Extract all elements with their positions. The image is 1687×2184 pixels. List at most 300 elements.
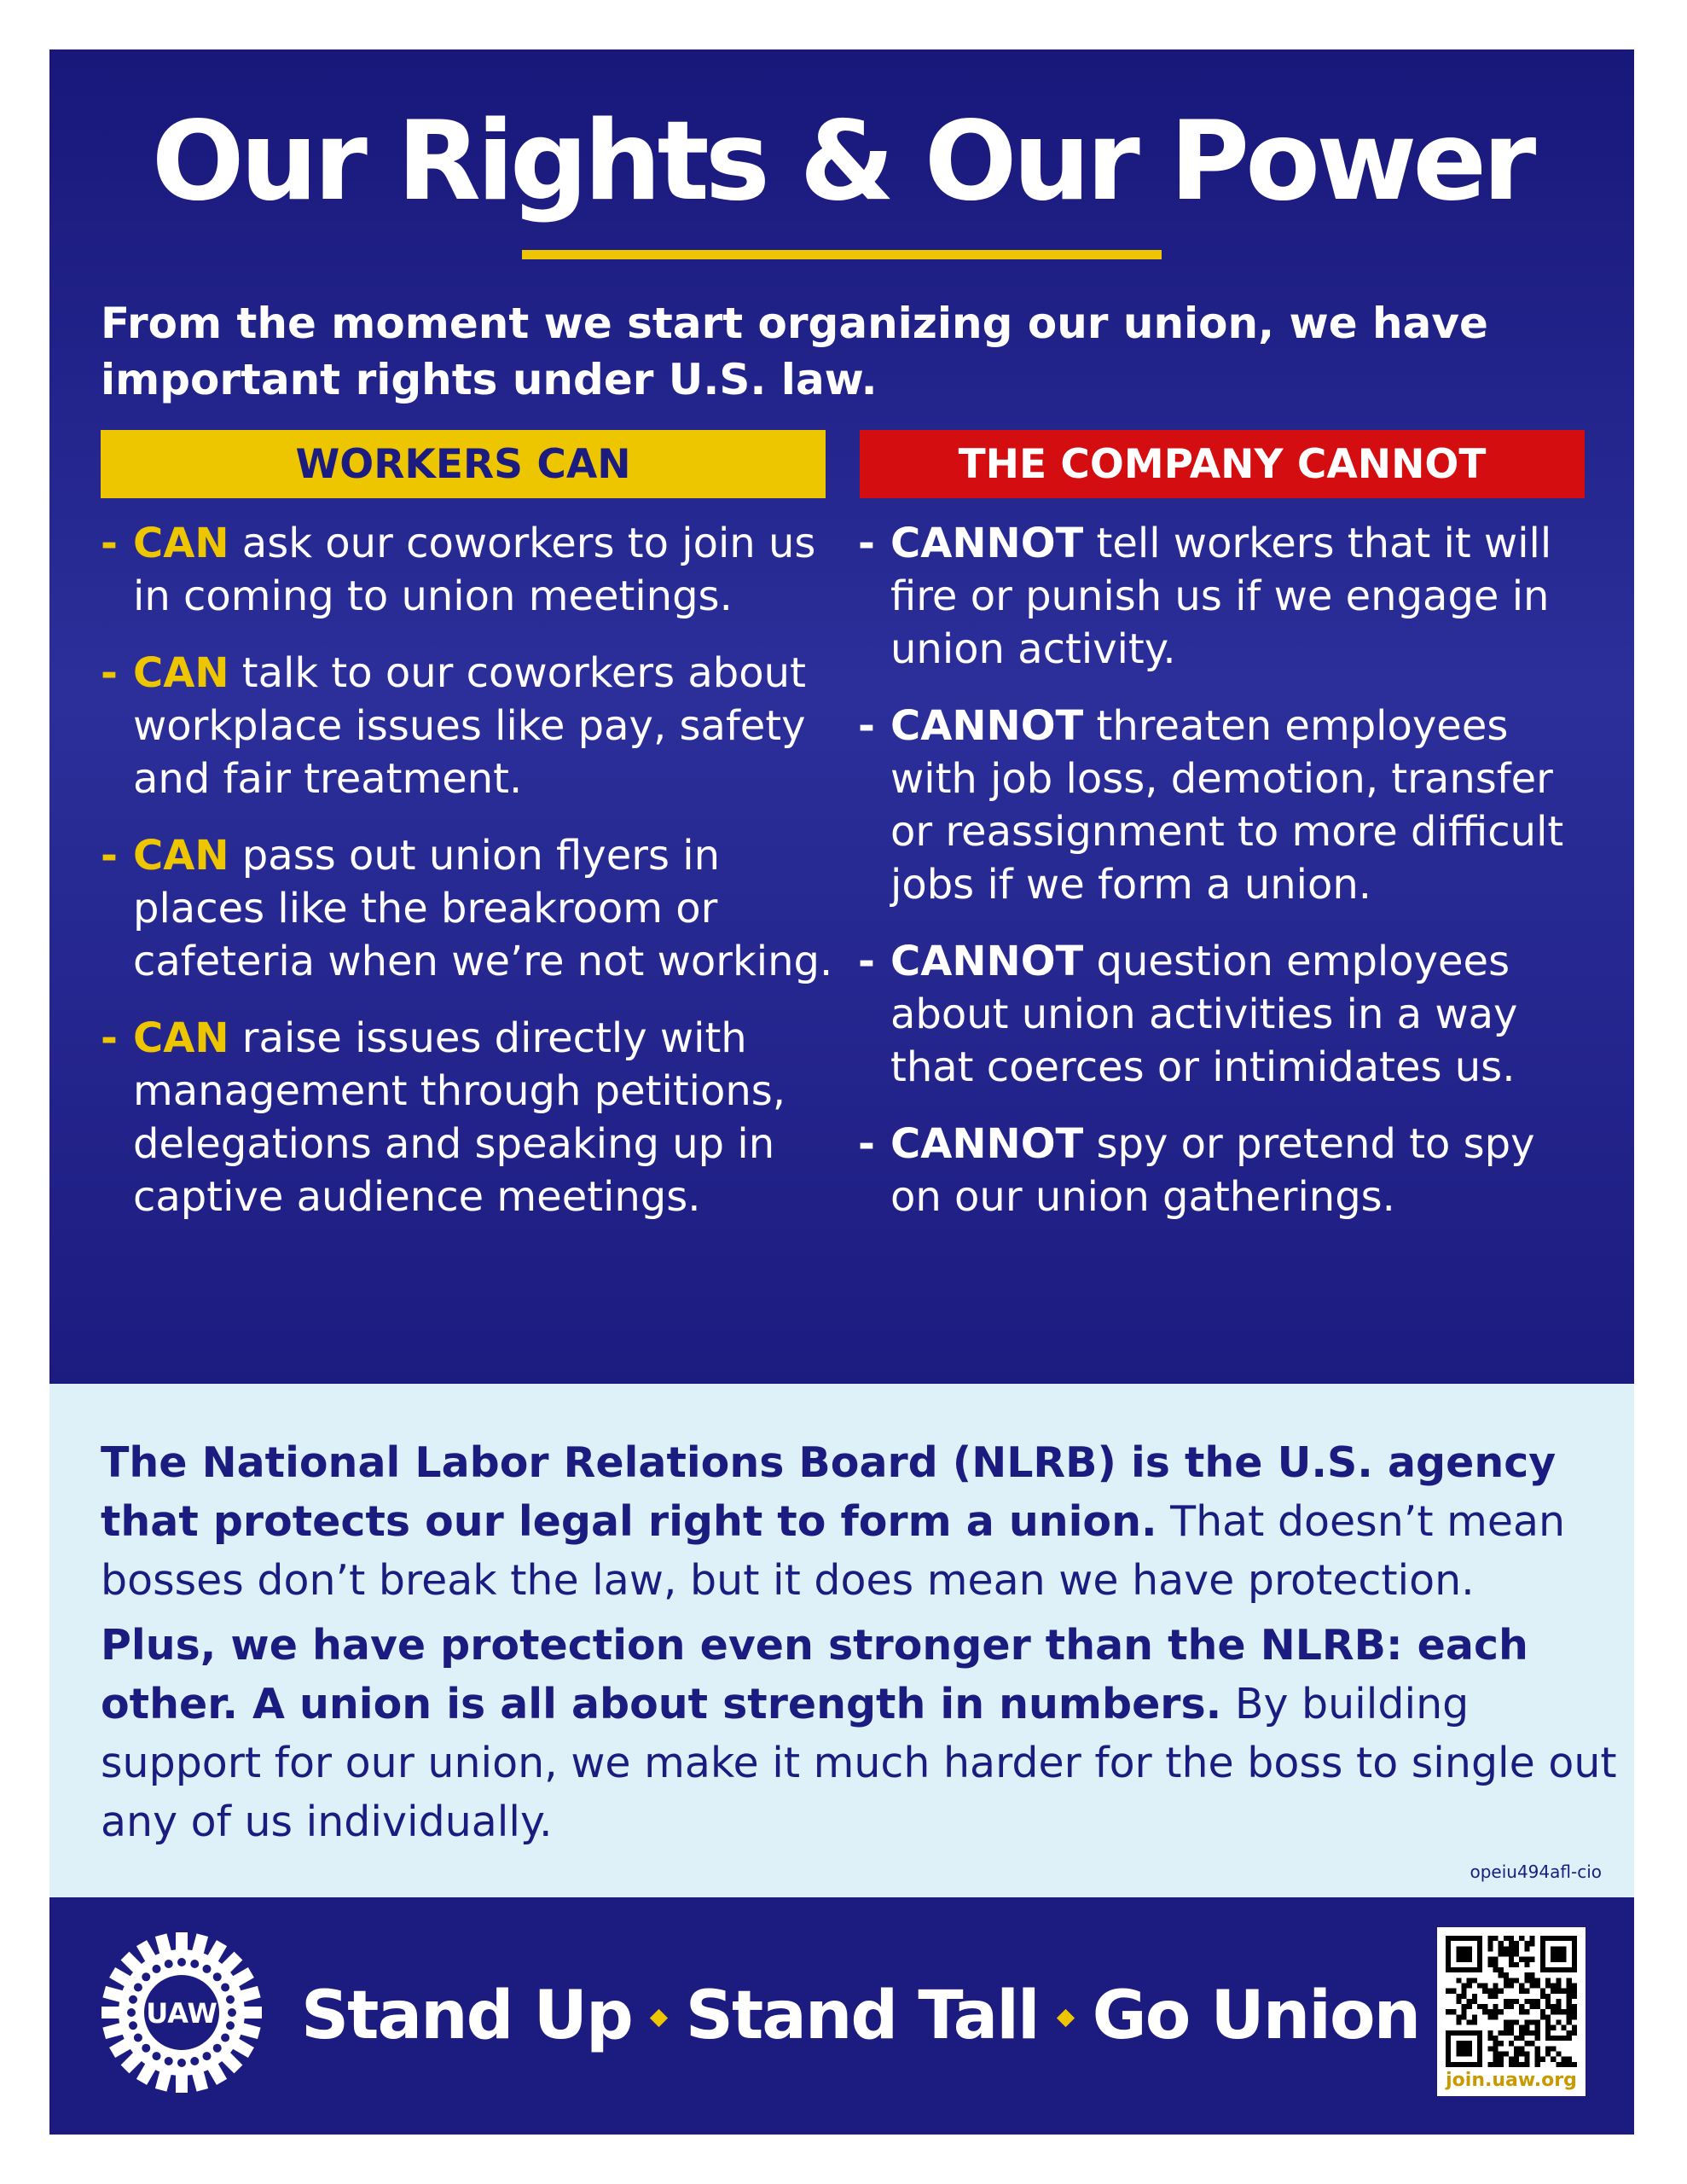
qr-module	[1487, 2030, 1493, 2036]
qr-module	[1509, 1941, 1514, 1946]
dash-marker: -	[858, 1120, 875, 1168]
qr-module	[1524, 2052, 1529, 2057]
qr-module	[1551, 2036, 1556, 2041]
item-text: ask our coworkers to join us in coming to union meetings.	[133, 520, 816, 620]
gear-dot	[221, 2034, 229, 2042]
intro-text: From the moment we start organizing our union, we have important rights under U.S. law.	[101, 299, 1488, 404]
qr-module	[1551, 2004, 1556, 2009]
gear-dot	[134, 1984, 142, 1992]
gear-dot	[134, 2034, 142, 2042]
qr-module	[1562, 2057, 1567, 2062]
qr-module	[1467, 2020, 1472, 2025]
keyword-cannot: CANNOT	[890, 520, 1084, 567]
strength-bold-text: Plus, we have protection even stronger than the NLRB: each other. A union is all about strength in numbers.	[101, 1621, 1528, 1728]
qr-module	[1556, 1999, 1561, 2004]
qr-module	[1562, 2036, 1567, 2041]
qr-module	[1551, 1983, 1556, 1988]
qr-module	[1461, 2004, 1466, 2009]
item-text: spy or pretend to spy on our union gatherings.	[890, 1120, 1535, 1221]
qr-module	[1504, 2030, 1509, 2036]
qr-module	[1504, 2052, 1509, 2057]
qr-module	[1524, 2020, 1529, 2025]
qr-module	[1530, 1936, 1535, 1941]
qr-module	[1519, 2030, 1524, 2036]
qr-module	[1556, 2020, 1561, 2025]
qr-module	[1509, 1962, 1514, 1967]
nlrb-text: That doesn’t mean bosses don’t break the law, but it does mean we have protection.	[101, 1497, 1566, 1605]
qr-module	[1456, 1994, 1461, 1999]
qr-module	[1519, 1983, 1524, 1988]
qr-module	[1551, 2057, 1556, 2062]
qr-module	[1524, 1941, 1529, 1946]
qr-module	[1562, 2025, 1567, 2030]
qr-module	[1535, 1999, 1540, 2004]
qr-module	[1519, 2046, 1524, 2051]
qr-module	[1487, 1989, 1493, 1994]
qr-module	[1504, 1946, 1509, 1951]
qr-module	[1499, 2057, 1504, 2062]
logo-text: UAW	[146, 1997, 217, 2030]
company-cannot-heading: THE COMPANY CANNOT	[860, 430, 1585, 498]
qr-module	[1472, 2014, 1477, 2019]
dash-marker: -	[858, 938, 875, 985]
qr-module	[1487, 1957, 1493, 1962]
qr-module	[1499, 2052, 1504, 2057]
item-text: question employees about union activities in a way that coerces or intimidates us.	[890, 938, 1518, 1091]
qr-module	[1519, 1989, 1524, 1994]
qr-module	[1535, 2030, 1540, 2036]
qr-module	[1567, 1983, 1572, 1988]
qr-module	[1482, 2009, 1487, 2014]
qr-module	[1519, 2025, 1524, 2030]
list-item	[101, 647, 834, 805]
qr-module	[1499, 1951, 1504, 1956]
qr-module	[1530, 2004, 1535, 2009]
qr-module	[1567, 2030, 1572, 2036]
gear-dot	[190, 2057, 199, 2065]
qr-module	[1524, 2025, 1529, 2030]
qr-code-box[interactable]	[1437, 1927, 1586, 2096]
company-cannot-list	[858, 517, 1591, 1247]
qr-module	[1572, 2004, 1577, 2009]
qr-module	[1545, 2004, 1551, 2009]
qr-module	[1545, 2020, 1551, 2025]
gear-dot	[213, 1972, 222, 1981]
uaw-logo	[96, 1927, 267, 2098]
qr-module	[1509, 2041, 1514, 2046]
list-item	[101, 829, 834, 988]
qr-module	[1509, 2025, 1514, 2030]
qr-module	[1487, 1962, 1493, 1967]
qr-module	[1530, 1957, 1535, 1962]
qr-module	[1493, 2036, 1498, 2041]
qr-module	[1567, 2062, 1572, 2067]
qr-module	[1461, 2014, 1466, 2019]
qr-module	[1572, 2009, 1577, 2014]
qr-module	[1535, 2062, 1540, 2067]
qr-module	[1535, 2036, 1540, 2041]
qr-module	[1562, 2009, 1567, 2014]
qr-module	[1556, 2004, 1561, 2009]
qr-module	[1461, 1994, 1466, 1999]
qr-module	[1493, 1983, 1498, 1988]
qr-module	[1535, 1978, 1540, 1983]
list-item	[858, 517, 1591, 676]
gear-dot	[190, 1960, 199, 1968]
item-text: talk to our coworkers about workplace issues like pay, safety and fair treatment.	[133, 649, 806, 803]
qr-module	[1556, 1989, 1561, 1994]
qr-module	[1524, 1946, 1529, 1951]
page-title: Our Rights & Our Power	[151, 98, 1533, 225]
qr-module	[1504, 1978, 1509, 1983]
item-text: raise issues directly with management through petitions, delegations and speaking up in captive audience meetings.	[133, 1014, 786, 1221]
keyword-can: CAN	[133, 520, 229, 567]
qr-module	[1509, 1936, 1514, 1941]
qr-module	[1540, 2057, 1545, 2062]
qr-module	[1530, 2020, 1535, 2025]
qr-module	[1487, 1941, 1493, 1946]
qr-module	[1461, 1983, 1466, 1988]
qr-module	[1524, 1972, 1529, 1978]
qr-module	[1487, 1946, 1493, 1951]
gear-dot	[153, 2052, 161, 2060]
qr-module	[1514, 2057, 1519, 2062]
qr-module	[1519, 2062, 1524, 2067]
qr-module	[1535, 2057, 1540, 2062]
qr-module	[1567, 1989, 1572, 1994]
item-text: pass out union flyers in places like the breakroom or cafeteria when we’re not working.	[133, 832, 833, 985]
qr-module	[1545, 1994, 1551, 1999]
gear-dot	[226, 2021, 235, 2030]
workers-can-list	[101, 517, 834, 1247]
qr-module	[1514, 1946, 1519, 1951]
qr-module	[1487, 1994, 1493, 1999]
strength-paragraph	[101, 1616, 1619, 1851]
qr-module	[1556, 1983, 1561, 1988]
qr-module	[1493, 2046, 1498, 2051]
qr-module	[1514, 1978, 1519, 1983]
qr-module	[1499, 1967, 1504, 1972]
qr-module	[1477, 1983, 1482, 1988]
dash-marker: -	[858, 520, 875, 567]
qr-module	[1477, 2004, 1482, 2009]
qr-module	[1493, 2004, 1498, 2009]
qr-module	[1499, 1972, 1504, 1978]
qr-module	[1567, 2020, 1572, 2025]
qr-module	[1514, 2062, 1519, 2067]
qr-module	[1524, 2062, 1529, 2067]
list-item	[858, 1118, 1591, 1223]
qr-module	[1509, 2030, 1514, 2036]
qr-module	[1493, 2014, 1498, 2019]
qr-module	[1451, 2009, 1456, 2014]
qr-module	[1499, 2030, 1504, 2036]
qr-module	[1519, 2052, 1524, 2057]
qr-module	[1487, 2009, 1493, 2014]
qr-module	[1545, 1983, 1551, 1988]
slogan-stand-up: Stand Up	[301, 1978, 632, 2054]
slogan-stand-tall: Stand Tall	[685, 1978, 1039, 2054]
gear-dot	[177, 2059, 186, 2067]
list-item	[858, 935, 1591, 1094]
keyword-cannot: CANNOT	[890, 1120, 1084, 1168]
qr-module	[1556, 2062, 1561, 2067]
nlrb-paragraph	[101, 1433, 1619, 1610]
qr-module	[1467, 1978, 1472, 1983]
qr-module	[1493, 1936, 1498, 1941]
qr-module	[1456, 2020, 1461, 2025]
gear-dot	[228, 2008, 236, 2017]
qr-module	[1567, 2004, 1572, 2009]
join-url[interactable]: join.uaw.org	[1446, 2070, 1577, 2091]
qr-module	[1519, 2009, 1524, 2014]
footer-banner	[49, 1897, 1634, 2135]
qr-module	[1504, 1999, 1509, 2004]
qr-module	[1514, 2052, 1519, 2057]
qr-module	[1493, 1962, 1498, 1967]
qr-module	[1519, 1936, 1524, 1941]
qr-module	[1467, 1999, 1472, 2004]
qr-module	[1545, 2036, 1551, 2041]
qr-module	[1535, 2020, 1540, 2025]
qr-module	[1567, 2057, 1572, 2062]
qr-module	[1572, 1989, 1577, 1994]
qr-module	[1493, 1967, 1498, 1972]
qr-module	[1461, 1989, 1466, 1994]
qr-module	[1487, 2046, 1493, 2051]
qr-module	[1504, 2025, 1509, 2030]
qr-module	[1540, 2009, 1545, 2014]
gear-dot	[203, 1965, 212, 1973]
gear-dot	[213, 2044, 222, 2053]
qr-module	[1556, 1978, 1561, 1983]
gear-dot	[165, 1960, 173, 1968]
qr-module	[1504, 2020, 1509, 2025]
list-item	[101, 1012, 834, 1223]
qr-module	[1519, 2036, 1524, 2041]
qr-module	[1509, 2062, 1514, 2067]
qr-module	[1524, 1989, 1529, 1994]
qr-module	[1556, 2036, 1561, 2041]
dash-marker: -	[858, 702, 875, 750]
qr-module	[1524, 2057, 1529, 2062]
strength-text: By building support for our union, we make it much harder for the boss to single out any of us individually.	[101, 1680, 1617, 1846]
dash-marker: -	[101, 832, 118, 880]
qr-module	[1524, 2030, 1529, 2036]
qr-module	[1562, 1989, 1567, 1994]
gear-dot	[127, 2008, 136, 2017]
qr-module	[1551, 2025, 1556, 2030]
qr-module	[1509, 1951, 1514, 1956]
qr-module	[1562, 2062, 1567, 2067]
qr-module	[1551, 1989, 1556, 1994]
qr-module	[1509, 1983, 1514, 1988]
qr-module	[1567, 2014, 1572, 2019]
qr-module	[1487, 2062, 1493, 2067]
qr-module	[1509, 1999, 1514, 2004]
gear-dot	[129, 1995, 137, 2004]
qr-module	[1499, 2041, 1504, 2046]
qr-module	[1482, 2004, 1487, 2009]
qr-module	[1524, 1962, 1529, 1967]
qr-module	[1504, 1972, 1509, 1978]
qr-module	[1467, 1983, 1472, 1988]
qr-module	[1551, 2046, 1556, 2051]
qr-module	[1456, 2014, 1461, 2019]
diamond-icon	[650, 2008, 668, 2026]
qr-module	[1514, 1941, 1519, 1946]
qr-module	[1530, 1999, 1535, 2004]
union-bug: opeiu494afl-cio	[1470, 1862, 1602, 1882]
qr-module	[1493, 2052, 1498, 2057]
qr-module	[1456, 1999, 1461, 2004]
keyword-can: CAN	[133, 832, 229, 880]
qr-module	[1572, 2030, 1577, 2036]
item-text: tell workers that it will fire or punish us if we engage in union activity.	[890, 520, 1552, 673]
qr-module	[1567, 1978, 1572, 1983]
qr-module	[1482, 1989, 1487, 1994]
list-item	[101, 517, 834, 623]
qr-module	[1535, 2052, 1540, 2057]
qr-module	[1545, 2030, 1551, 2036]
qr-module	[1499, 2062, 1504, 2067]
qr-module	[1535, 1983, 1540, 1988]
qr-module	[1530, 2030, 1535, 2036]
qr-module	[1524, 1978, 1529, 1983]
gear-dot	[142, 1972, 150, 1981]
qr-module	[1446, 2009, 1451, 2014]
keyword-cannot: CANNOT	[890, 938, 1084, 985]
qr-module	[1514, 1999, 1519, 2004]
list-item	[858, 700, 1591, 911]
qr-finder	[1551, 1946, 1566, 1961]
qr-module	[1567, 1999, 1572, 2004]
qr-module	[1493, 1994, 1498, 1999]
qr-module	[1509, 2020, 1514, 2025]
qr-module	[1535, 2046, 1540, 2051]
qr-module	[1509, 1978, 1514, 1983]
title-underline	[522, 250, 1162, 259]
qr-module	[1499, 2009, 1504, 2014]
qr-module	[1461, 2009, 1466, 2014]
qr-module	[1504, 1936, 1509, 1941]
qr-module	[1530, 1978, 1535, 1983]
qr-module	[1514, 2020, 1519, 2025]
keyword-cannot: CANNOT	[890, 702, 1084, 750]
qr-module	[1540, 1989, 1545, 1994]
qr-module	[1472, 1994, 1477, 1999]
qr-module	[1572, 2062, 1577, 2067]
dash-marker: -	[101, 649, 118, 697]
qr-module	[1551, 2009, 1556, 2014]
qr-module	[1472, 2020, 1477, 2025]
qr-module	[1499, 1941, 1504, 1946]
qr-module	[1530, 2041, 1535, 2046]
qr-code[interactable]	[1446, 1936, 1577, 2067]
qr-module	[1556, 2052, 1561, 2057]
qr-module	[1472, 1978, 1477, 1983]
nlrb-bold-text: The National Labor Relations Board (NLRB) is the U.S. agency that protects our legal right to form a union.	[101, 1438, 1557, 1546]
qr-module	[1514, 2046, 1519, 2051]
qr-module	[1524, 1957, 1529, 1962]
qr-module	[1509, 1957, 1514, 1962]
qr-module	[1530, 1972, 1535, 1978]
dash-marker: -	[101, 520, 118, 567]
qr-module	[1567, 1994, 1572, 1999]
gear-dot	[129, 2021, 137, 2030]
qr-module	[1493, 1957, 1498, 1962]
qr-module	[1519, 1957, 1524, 1962]
qr-module	[1567, 2009, 1572, 2014]
qr-module	[1514, 1951, 1519, 1956]
workers-can-heading: WORKERS CAN	[101, 430, 826, 498]
gear-dot	[226, 1995, 235, 2004]
qr-module	[1504, 1951, 1509, 1956]
gear-dot	[177, 1958, 186, 1966]
dash-marker: -	[101, 1014, 118, 1062]
item-text: threaten employees with job loss, demotion, transfer or reassignment to more difficult jobs if we form a union.	[890, 702, 1564, 909]
slogan-go-union: Go Union	[1092, 1978, 1420, 2054]
qr-module	[1545, 2046, 1551, 2051]
qr-module	[1540, 2014, 1545, 2019]
nlrb-panel	[49, 1384, 1634, 1897]
qr-module	[1545, 2014, 1551, 2019]
gear-dot	[153, 1965, 161, 1973]
qr-module	[1456, 1978, 1461, 1983]
qr-module	[1493, 2057, 1498, 2062]
qr-module	[1572, 1994, 1577, 1999]
gear-dot	[203, 2052, 212, 2060]
qr-module	[1499, 1989, 1504, 1994]
qr-module	[1545, 2025, 1551, 2030]
qr-module	[1467, 2004, 1472, 2009]
qr-module	[1487, 2014, 1493, 2019]
qr-module	[1446, 1989, 1451, 1994]
qr-module	[1472, 1999, 1477, 2004]
keyword-can: CAN	[133, 649, 229, 697]
slogan	[301, 1897, 1419, 2135]
qr-finder	[1456, 1946, 1471, 1961]
keyword-can: CAN	[133, 1014, 229, 1062]
qr-module	[1493, 2009, 1498, 2014]
qr-module	[1524, 2009, 1529, 2014]
rights-panel	[49, 49, 1634, 1384]
diamond-icon	[1057, 2008, 1075, 2026]
qr-finder	[1456, 2041, 1471, 2056]
qr-module	[1535, 2025, 1540, 2030]
qr-module	[1493, 2041, 1498, 2046]
qr-module	[1514, 2036, 1519, 2041]
qr-module	[1493, 1989, 1498, 1994]
qr-module	[1519, 2004, 1524, 2009]
qr-module	[1530, 1941, 1535, 1946]
qr-module	[1545, 2052, 1551, 2057]
qr-module	[1556, 2009, 1561, 2014]
qr-module	[1451, 1989, 1456, 1994]
qr-module	[1493, 2062, 1498, 2067]
qr-module	[1487, 1936, 1493, 1941]
qr-module	[1530, 1983, 1535, 1988]
qr-module	[1509, 2004, 1514, 2009]
qr-module	[1514, 1962, 1519, 1967]
qr-module	[1504, 2004, 1509, 2009]
qr-module	[1572, 2014, 1577, 2019]
qr-module	[1487, 2036, 1493, 2041]
qr-module	[1499, 1946, 1504, 1951]
qr-module	[1509, 2057, 1514, 2062]
qr-module	[1567, 2036, 1572, 2041]
gear-dot	[221, 1984, 229, 1992]
